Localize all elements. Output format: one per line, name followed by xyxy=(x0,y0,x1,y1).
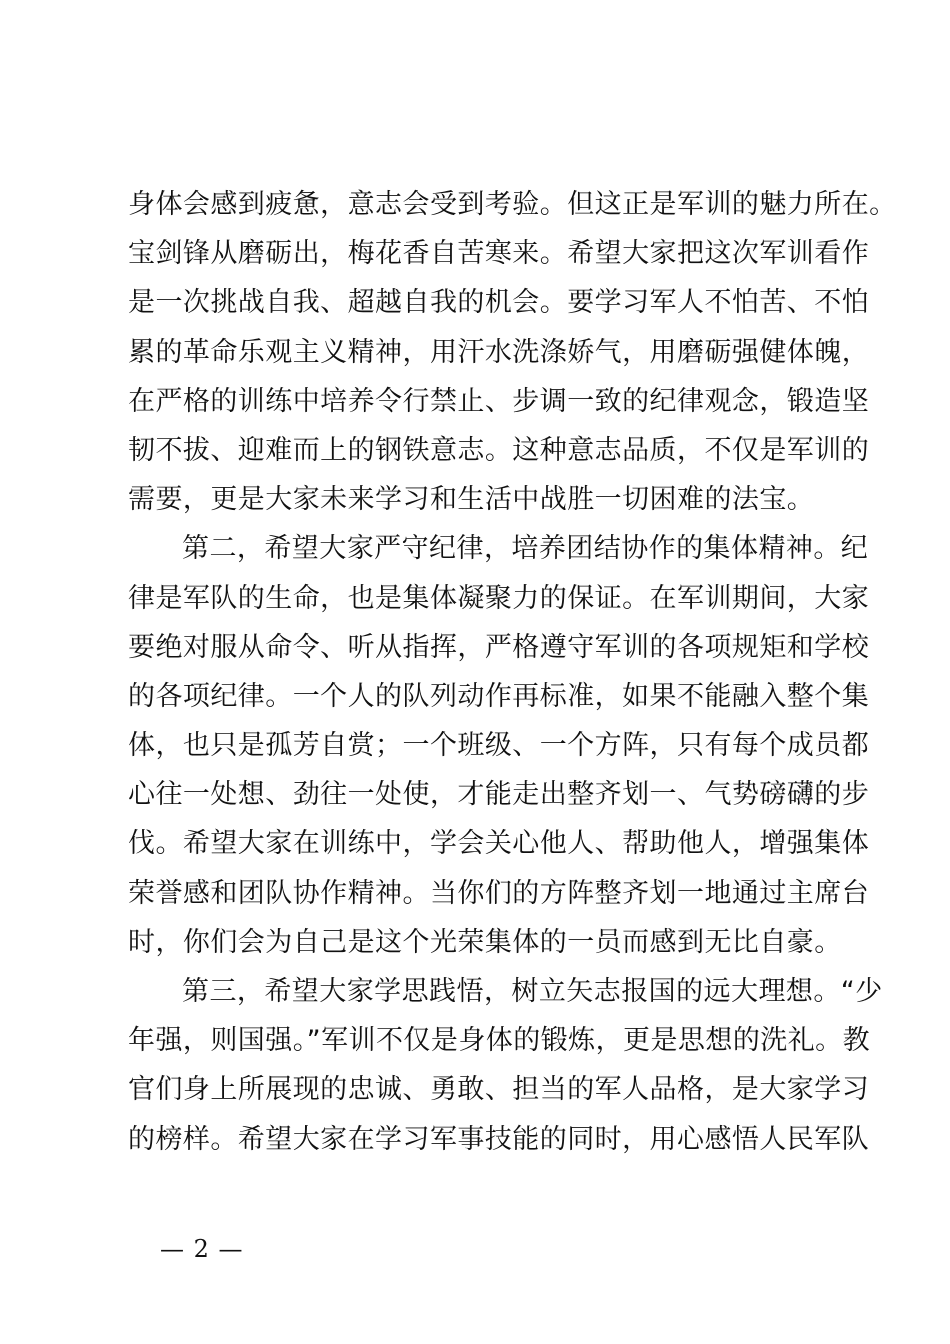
text-line: 时，你们会为自己是这个光荣集体的一员而感到无比自豪。 xyxy=(128,926,842,958)
text-line: 的榜样。希望大家在学习军事技能的同时，用心感悟人民军队 xyxy=(128,1123,870,1155)
text-line: 心往一处想、劲往一处使，才能走出整齐划一、气势磅礴的步 xyxy=(128,779,870,811)
text-line: 官们身上所展现的忠诚、勇敢、担当的军人品格，是大家学习 xyxy=(128,1074,870,1106)
page-number: — 2 — xyxy=(160,1235,244,1263)
text-line: 荣誉感和团队协作精神。当你们的方阵整齐划一地通过主席台 xyxy=(128,877,870,909)
text-line: 年强，则国强。”军训不仅是身体的锻炼，更是思想的洗礼。教 xyxy=(128,1025,871,1057)
text-line: 韧不拔、迎难而上的钢铁意志。这种意志品质，不仅是军训的 xyxy=(128,434,870,466)
text-line: 伐。希望大家在训练中，学会关心他人、帮助他人，增强集体 xyxy=(128,828,870,860)
text-line: 律是军队的生命，也是集体凝聚力的保证。在军训期间，大家 xyxy=(128,582,870,614)
text-line: 的各项纪律。一个人的队列动作再标准，如果不能融入整个集 xyxy=(128,680,870,712)
document-body xyxy=(128,180,897,1164)
paragraph-start-line: 第三，希望大家学思践悟，树立矢志报国的远大理想。“少 xyxy=(182,976,883,1007)
text-line: 要绝对服从命令、听从指挥，严格遵守军训的各项规矩和学校 xyxy=(128,631,870,663)
text-line: 体，也只是孤芳自赏；一个班级、一个方阵，只有每个成员都 xyxy=(128,730,870,762)
text-line: 累的革命乐观主义精神，用汗水洗涤娇气，用磨砺强健体魄， xyxy=(128,336,870,368)
text-line: 身体会感到疲惫，意志会受到考验。但这正是军训的魅力所在。 xyxy=(128,189,897,220)
text-line: 需要，更是大家未来学习和生活中战胜一切困难的法宝。 xyxy=(128,484,815,516)
text-line: 宝剑锋从磨砺出，梅花香自苦寒来。希望大家把这次军训看作 xyxy=(128,238,870,270)
text-line: 是一次挑战自我、超越自我的机会。要学习军人不怕苦、不怕 xyxy=(128,287,870,319)
text-line: 在严格的训练中培养令行禁止、步调一致的纪律观念，锻造坚 xyxy=(128,385,870,417)
paragraph-start-line: 第二，希望大家严守纪律，培养团结协作的集体精神。纪 xyxy=(182,533,869,565)
